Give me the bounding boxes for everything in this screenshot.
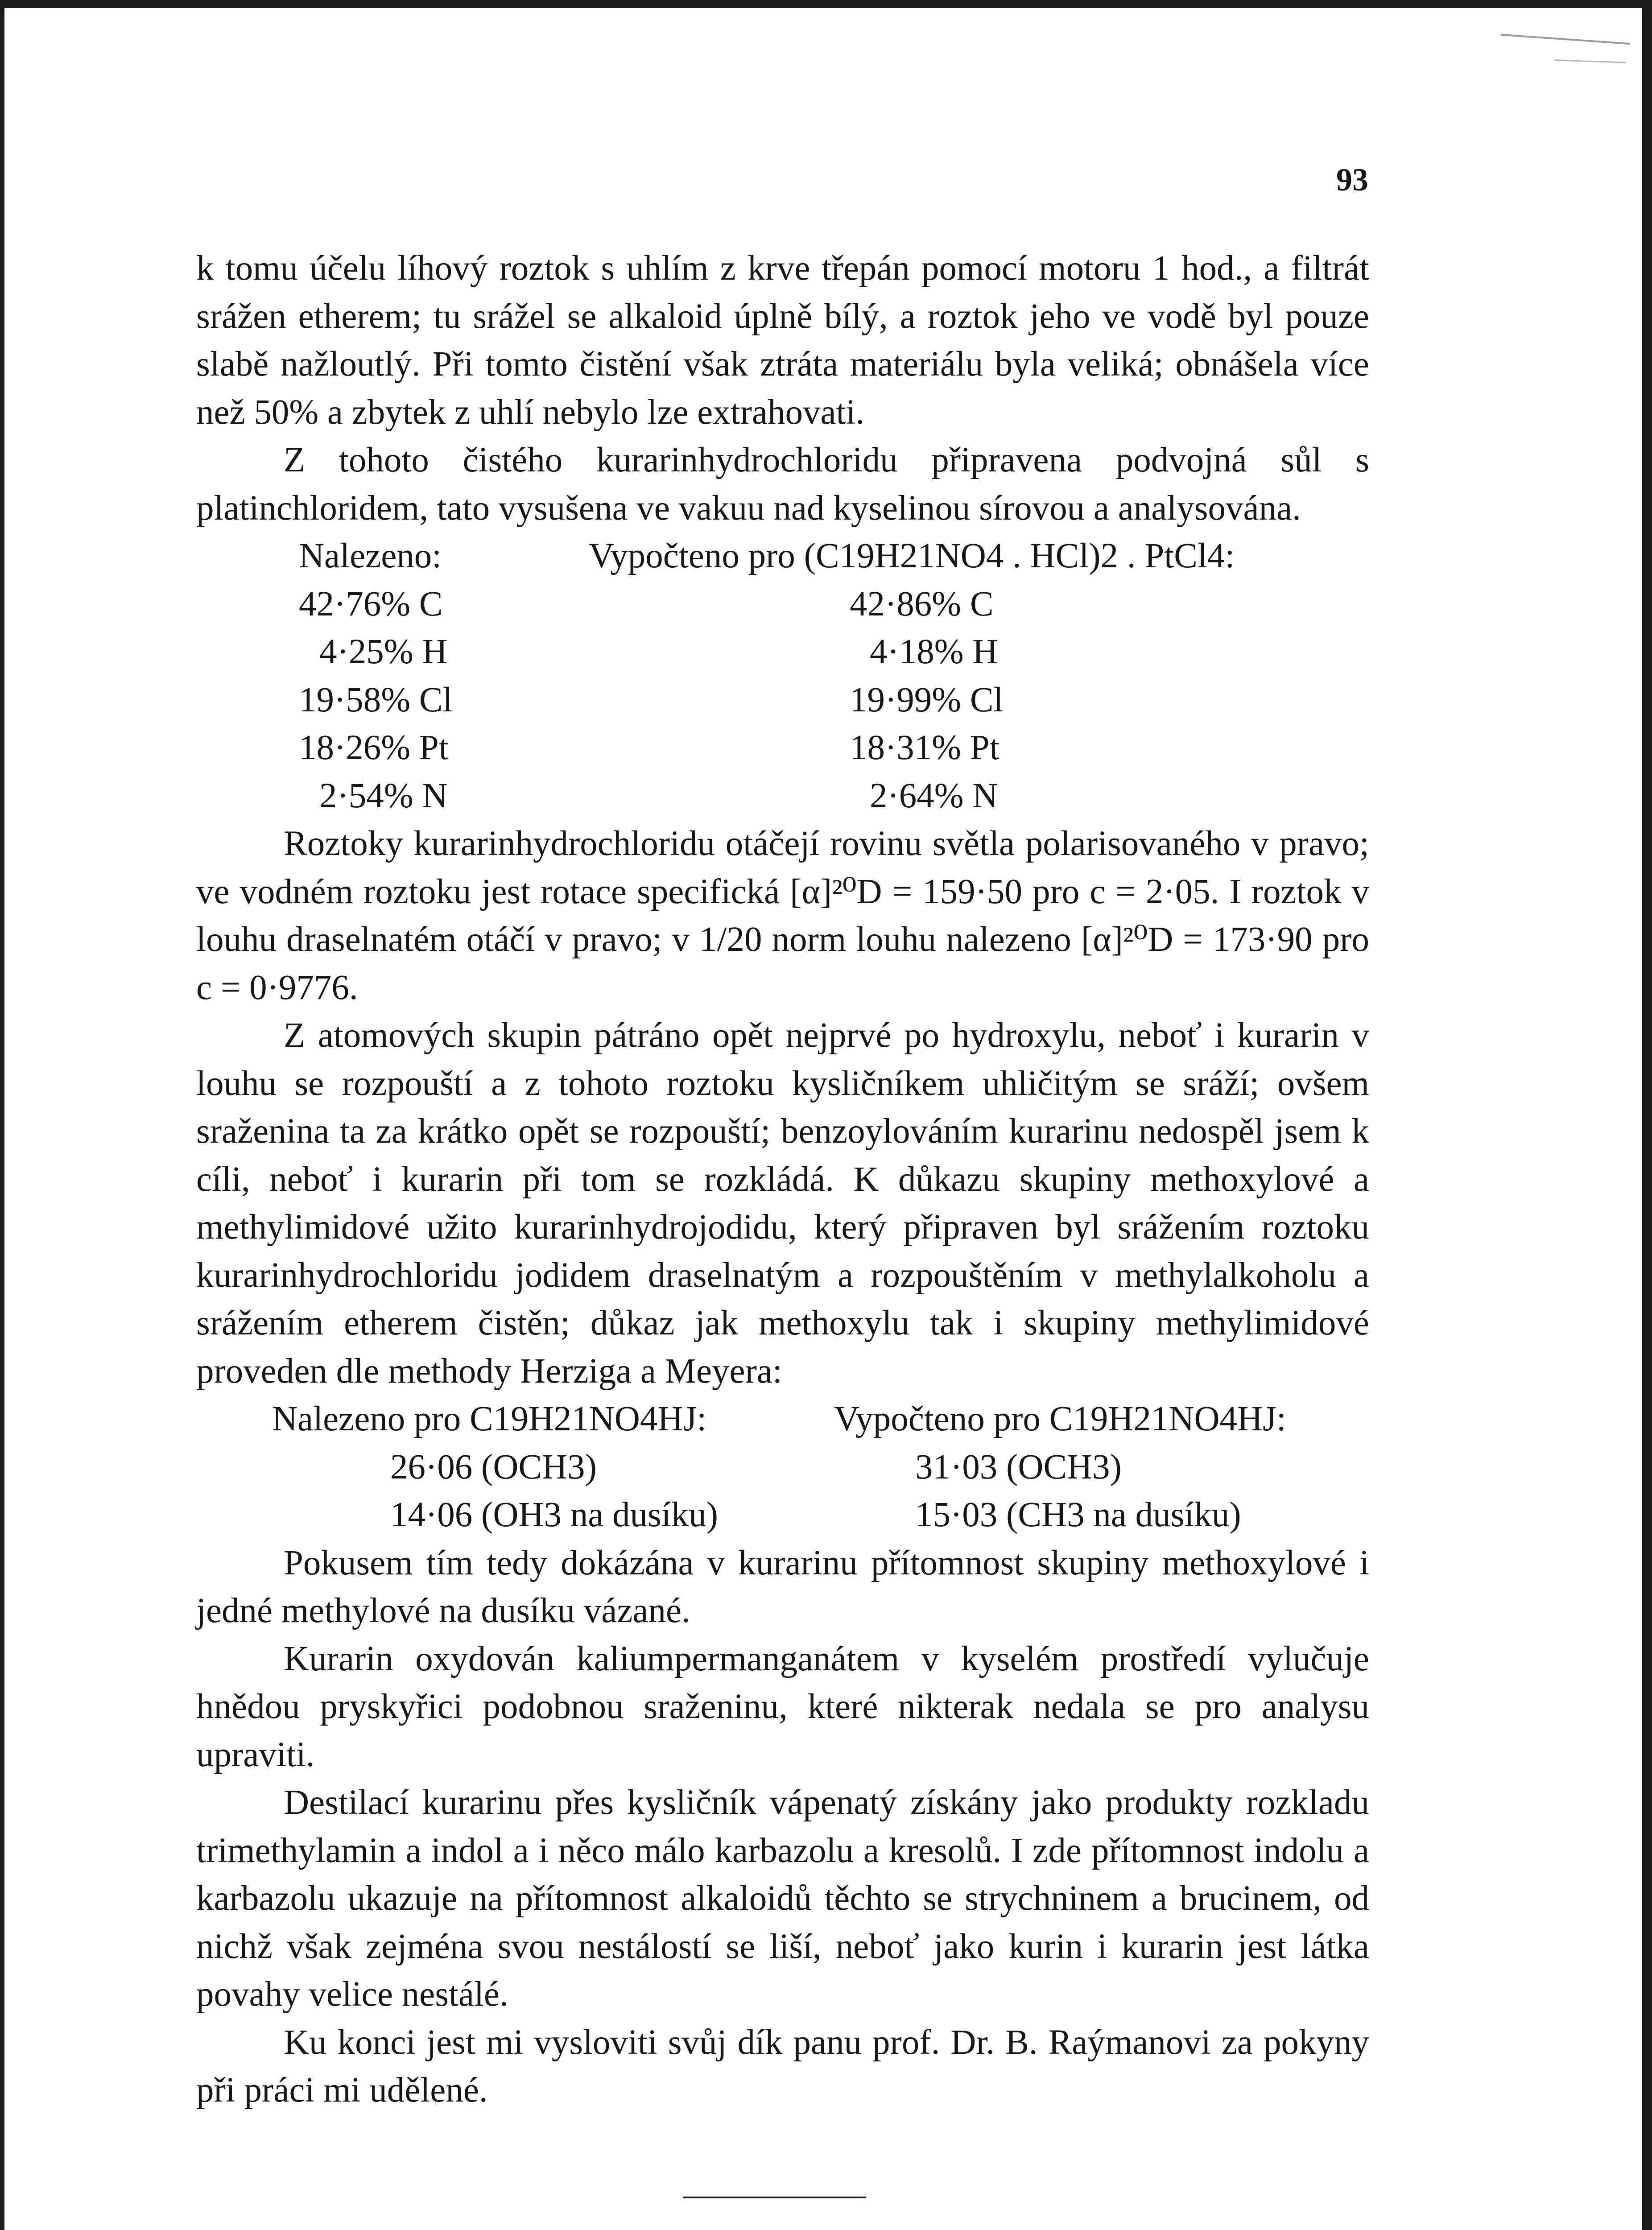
scan-edge-line (1501, 34, 1630, 45)
table-row (196, 1491, 1369, 1539)
table-row (196, 724, 1369, 772)
analysis-table-platinum (196, 532, 1369, 820)
table-row (196, 772, 1369, 820)
table-row (196, 628, 1369, 676)
table-row (196, 676, 1369, 724)
found-header: Nalezeno: (299, 537, 442, 575)
paragraph-8: Ku konci jest mi vysloviti svůj dík panu prof. Dr. B. Raýmanovi za pokyny při práci mi udělené. (196, 2023, 1369, 2110)
table-row (196, 1443, 1369, 1491)
table-header-row (196, 532, 1369, 580)
calculated-value: 31·03 (OCH3) (915, 1447, 1122, 1487)
found-value: 4·25% H (319, 632, 448, 671)
table-header-row (196, 1395, 1369, 1443)
paragraph-7: Destilací kurarinu přes kysličník vápenatý získány jako produkty rozkladu trimethylamin a indol a i něco málo karbazolu a kresolů. I zde přítomnost indolu a karbazolu ukazuje na přítomnost alkaloidů těchto se strychninem a brucinem, od nichž však zejména svou nestálostí se liší, neboť jako kurin i kurarin jest látka povahy velice nestálé. (196, 1783, 1369, 2014)
scan-edge-line (1554, 59, 1626, 63)
found-value: 19·58% Cl (299, 680, 453, 719)
found-value: 2·54% N (319, 776, 448, 815)
paragraph-4: Z atomových skupin pátráno opět nejprvé po hydroxylu, neboť i kurarin v louhu se rozpouští a z tohoto roztoku kysličníkem uhličitým se sráží; ovšem sraženina ta za krátko opět se rozpouští; benzoylováním kurarinu nedospěl jsem k cíli, neboť i kurarin při tom se rozkládá. K důkazu skupiny methoxylové a methylimidové užito kurarinhydrojodidu, který připraven byl srážením roztoku kurarinhydrochloridu jodidem draselnatým a rozpouštěním v methylalkoholu a srážením etherem čistěn; důkaz jak methoxylu tak i skupiny methylimidové proveden dle methody Herziga a Meyera: (196, 1016, 1369, 1391)
paragraph-6: Kurarin oxydován kaliumpermanganátem v kyselém prostředí vylučuje hnědou pryskyřici podobnou sraženinu, které nikterak nedala se pro analysu upraviti. (196, 1639, 1369, 1774)
calculated-header: Vypočteno pro (C19H21NO4 . HCl)2 . PtCl4: (589, 537, 1235, 575)
paragraph-3: Roztoky kurarinhydrochloridu otáčejí rovinu světla polarisovaného v pravo; ve vodném roztoku jest rotace specifická [α]²⁰D = 159·50 pro c = 2·05. I roztok v louhu draselnatém otáčí v pravo; v 1/20 norm louhu nalezeno [α]²⁰D = 173·90 pro c = 0·9776. (196, 824, 1369, 1007)
page-number: 93 (1336, 162, 1368, 198)
paragraph-5: Pokusem tím tedy dokázána v kurarinu přítomnost skupiny methoxylové i jedné methylové na dusíku vázané. (196, 1543, 1369, 1630)
found-value: 14·06 (OH3 na dusíku) (390, 1495, 719, 1534)
calculated-value: 4·18% H (870, 632, 998, 671)
table-row (196, 580, 1369, 628)
found-header: Nalezeno pro C19H21NO4HJ: (272, 1400, 707, 1438)
found-value: 42·76% C (299, 584, 443, 624)
found-value: 18·26% Pt (299, 728, 449, 767)
paragraph-1: k tomu účelu líhový roztok s uhlím z krve třepán pomocí motoru 1 hod., a filtrát srážen etherem; tu srážel se alkaloid úplně bílý, a roztok jeho ve vodě byl pouze slabě nažloutlý. Při tomto čistění však ztráta materiálu byla veliká; obnášela více než 50% a zbytek z uhlí nebylo lze extrahovati. (196, 249, 1369, 432)
body-text (196, 244, 1369, 2114)
end-rule (683, 2197, 866, 2198)
calculated-value: 15·03 (CH3 na dusíku) (915, 1495, 1241, 1534)
calculated-header: Vypočteno pro C19H21NO4HJ: (834, 1400, 1286, 1438)
calculated-value: 42·86% C (850, 584, 994, 624)
found-value: 26·06 (OCH3) (390, 1447, 597, 1487)
calculated-value: 18·31% Pt (850, 728, 999, 767)
paragraph-2: Z tohoto čistého kurarinhydrochloridu připravena podvojná sůl s platinchloridem, tato vysušena ve vakuu nad kyselinou sírovou a analysována. (196, 441, 1369, 528)
calculated-value: 2·64% N (870, 776, 998, 815)
analysis-table-methoxyl (196, 1395, 1369, 1539)
calculated-value: 19·99% Cl (850, 680, 1004, 719)
